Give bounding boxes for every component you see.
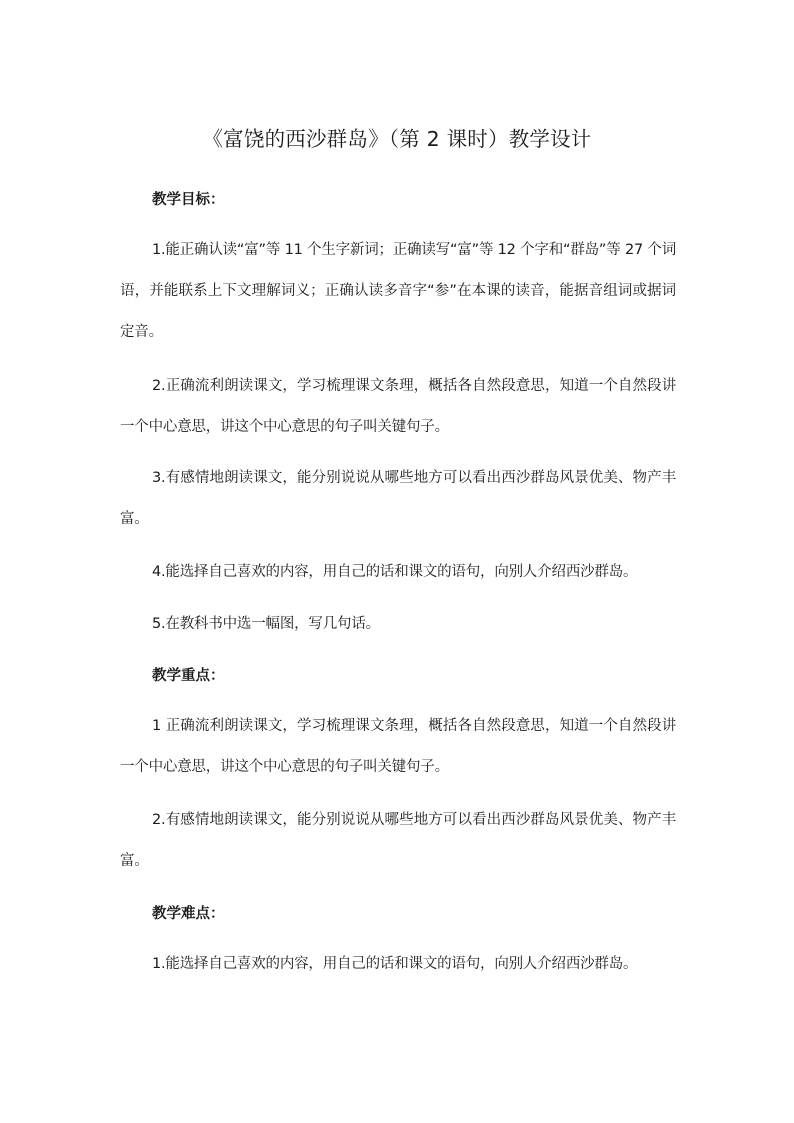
- difficulty-item-1: 1.能选择自己喜欢的内容，用自己的话和课文的语句，向别人介绍西沙群岛。: [152, 956, 638, 972]
- key-point-item-1: 1 正确流利朗读课文，学习梳理课文条理，概括各自然段意思，知道一个自然段讲一个中心意思，讲这个中心意思的句子叫关键句子。: [120, 718, 676, 775]
- section-heading-difficulties: 教学难点：: [152, 906, 225, 922]
- objective-item-3: 3.有感情地朗读课文，能分别说说从哪些地方可以看出西沙群岛风景优美、物产丰富。: [120, 470, 676, 527]
- objective-item-1: 1.能正确认读“富”等 11 个生字新词；正确读写“富”等 12 个字和“群岛”等 27 个词语，并能联系上下文理解词义；正确认读多音字“参”在本课的读音，能据音组词或据词定音。: [120, 242, 677, 340]
- document-title: 《富饶的西沙群岛》（第 2 课时）教学设计: [202, 127, 592, 151]
- section-heading-objectives: 教学目标：: [152, 192, 225, 208]
- objective-item-4: 4.能选择自己喜欢的内容，用自己的话和课文的语句，向别人介绍西沙群岛。: [152, 564, 638, 580]
- key-point-item-2: 2.有感情地朗读课文，能分别说说从哪些地方可以看出西沙群岛风景优美、物产丰富。: [120, 812, 676, 869]
- section-heading-key-points: 教学重点：: [152, 668, 225, 684]
- objective-item-5: 5.在教科书中选一幅图，写几句话。: [152, 616, 380, 632]
- objective-item-2: 2.正确流利朗读课文，学习梳理课文条理，概括各自然段意思，知道一个自然段讲一个中心意思，讲这个中心意思的句子叫关键句子。: [120, 378, 676, 435]
